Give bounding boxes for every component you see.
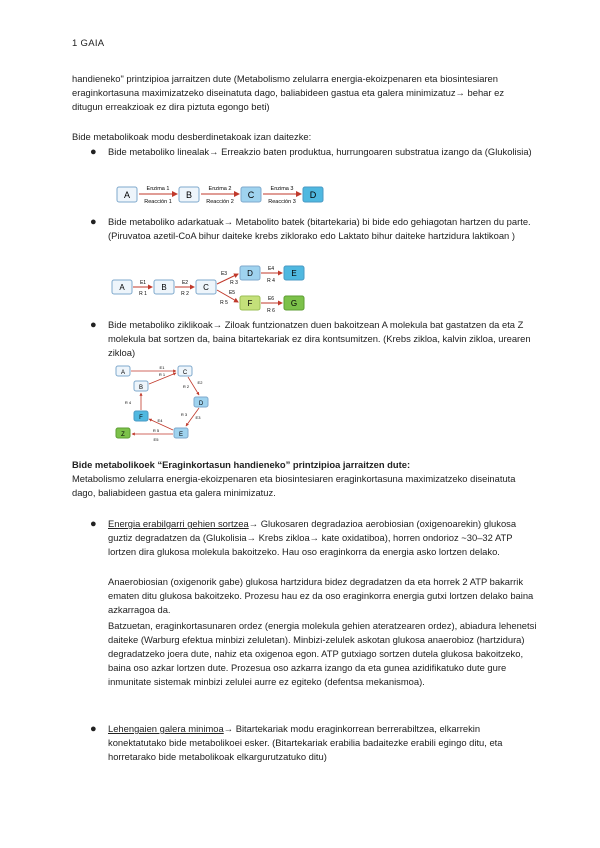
node-b-label: B xyxy=(161,283,167,292)
enzyme-4-label: E4 xyxy=(157,418,163,423)
point-title: Energia erabilgarri gehien sortzea xyxy=(108,518,249,529)
linear-pathway-diagram xyxy=(115,182,330,208)
list-item-text xyxy=(108,517,540,559)
node-c-label: C xyxy=(247,190,255,200)
node-a-label: A xyxy=(119,283,125,292)
list-item-text xyxy=(108,722,540,764)
energy-anaerobic-paragraph xyxy=(90,575,540,617)
enzyme-5-label: E5 xyxy=(228,290,236,296)
reaction-1-label: Reacción 1 xyxy=(144,199,172,205)
page-header: 1 GAIA xyxy=(72,38,105,49)
reaction-6-label: R 6 xyxy=(267,308,275,314)
node-d-label: D xyxy=(198,401,204,407)
enzyme-4-label: E4 xyxy=(267,266,275,272)
principle-heading: Bide metabolikoek “Eraginkortasun handieneko” printzipioa jarraitzen dute: xyxy=(72,459,411,470)
node-c-label: C xyxy=(203,283,209,292)
node-a-label: A xyxy=(120,370,126,376)
point-title: Lehengaien galera minimoa xyxy=(108,723,224,734)
paragraph-text: Anaerobiosian (oxigenorik gabe) glukosa hartzidura bidez degradatzen da eta horrek 2 ATP bakarrik ematen ditu glukosa bakoitzeko. Prozesu hau ez da oso eraginkorra energia gutxi lortzen delako baina azkarragoa da. xyxy=(108,576,534,615)
node-z-label: Z xyxy=(121,432,125,438)
reaction-3-label: R 3 xyxy=(230,280,238,286)
reaction-2-label: Reacción 2 xyxy=(206,199,234,205)
bullet-icon: ● xyxy=(90,723,97,735)
node-e-label: E xyxy=(291,269,297,278)
reaction-1-label: R 1 xyxy=(139,291,147,297)
list-item-energy xyxy=(90,517,540,559)
enzyme-6-label: E6 xyxy=(267,296,275,302)
node-b-label: B xyxy=(138,385,144,391)
node-d-label: D xyxy=(309,190,317,200)
enzyme-1-label: E1 xyxy=(139,280,147,286)
enzyme-3-label: Enzima 3 xyxy=(270,186,294,192)
bullet-icon: ● xyxy=(90,216,97,228)
point-body: → Bitartekariak modu eraginkorrean berrerabiltzea, elkarrekin konektatutako bide metabolikoei esker. (Bitartekariak erabilia badaitezke erabili egingo ditu, eta horretarako bide metabolikoak elkargurutzatuko ditu) xyxy=(108,723,503,762)
list-item-cyclic xyxy=(90,318,540,360)
node-e-label: E xyxy=(178,432,184,438)
bullet-icon: ● xyxy=(90,518,97,530)
reaction-3-label: R 3 xyxy=(180,412,188,417)
energy-warburg-paragraph xyxy=(90,619,540,689)
intro-paragraph: handieneko" printzipioa jarraitzen dute (Metabolismo zelularra energia-ekoizpenaren eta biosintesiaren eraginkortasuna maximizatzeko diseinatuta dago, baliabideen gastua eta galera minimizatuz→ behar ez ditugun erreakzioak ez dira piztuta egongo beti) xyxy=(72,73,505,112)
node-f-label: F xyxy=(247,299,253,308)
node-a-label: A xyxy=(123,190,131,200)
bullet-icon: ● xyxy=(90,319,97,331)
node-b-label: B xyxy=(185,190,193,200)
list-item-text: Bide metaboliko ziklikoak→ Ziloak funtzionatzen duen bakoitzean A molekula bat gastatzen da eta Z molekula bat sortzen da, baina bitartekariak ez dira kontsumitzen. (Krebs zikloa, kalvin zikloa, urearen zikloa) xyxy=(108,319,531,358)
reaction-2-label: R 2 xyxy=(182,384,190,389)
list-item-text: Bide metaboliko linealak→ Erreakzio baten produktua, hurrungoaren substratua izango da (Glukolisia) xyxy=(108,146,532,157)
principle-text: Metabolismo zelularra energia-ekoizpenaren eta biosintesiaren eraginkortasuna maximizatzeko diseinatuta dago, baliabideen gastua eta galera minimizatuz. xyxy=(72,473,516,498)
reaction-4-label: R 4 xyxy=(124,400,132,405)
point-body: → Glukosaren degradazioa aerobiosian (oxigenoarekin) glukosa guztiz degradatzen da (Glukolisia→ Krebs zikloa→ kate oxidatiboa), horren ondorioz ~30–32 ATP lortzen dira glukosa molekula bakoitzeko. Hau oso eraginkorra da energia asko lortzen delako. xyxy=(108,518,517,557)
reaction-5-label: R 5 xyxy=(152,428,160,433)
list-item-text: Bide metaboliko adarkatuak→ Metabolito batek (bitartekaria) bi bide edo gehiagotan hartzen du parte. (Piruvatoa azetil-CoA bihur daiteke krebs ziklorako edo Laktato bihur daiteke hartzidura laktikoan ) xyxy=(108,216,531,241)
node-c-label: C xyxy=(182,370,188,376)
enzyme-3-label: E3 xyxy=(195,415,201,420)
list-item-loss xyxy=(90,722,540,764)
list-item-branched xyxy=(90,215,540,243)
enzyme-1-label: Enzima 1 xyxy=(146,186,170,192)
enzyme-2-label: E2 xyxy=(181,280,189,286)
list-item-linear xyxy=(90,145,540,159)
node-g-label: G xyxy=(290,299,298,308)
reaction-3-label: Reacción 3 xyxy=(268,199,296,205)
enzyme-1-label: E1 xyxy=(159,365,165,370)
branched-pathway-diagram xyxy=(110,264,310,314)
reaction-1-label: R 1 xyxy=(158,372,166,377)
enzyme-2-label: Enzima 2 xyxy=(208,186,232,192)
enzyme-3-label: E3 xyxy=(220,271,228,277)
enzyme-5-label: E5 xyxy=(153,437,159,442)
bullet-icon: ● xyxy=(90,146,97,158)
types-heading: Bide metabolikoak modu desberdinetakoak izan daitezke: xyxy=(72,131,312,142)
reaction-2-label: R 2 xyxy=(181,291,189,297)
node-d-label: D xyxy=(247,269,253,278)
reaction-5-label: R 5 xyxy=(220,300,228,306)
node-f-label: F xyxy=(139,415,143,421)
paragraph-text: Batzuetan, eraginkortasunaren ordez (energia molekula gehien ateratzearen ordez), abiadura lehenetsi daiteke (Warburg efektua minbizi zeluletan). Minbizi-zelulek askotan glukosa anaerobioz (hartzidura) degradatzeko joera dute, nahiz eta oxigenoa egon. ATP gutxiago sortzen dutela glukosa bakoitzeko, baina oso azkar lortzen dute. Prozesua oso azkarra izango da eta gunea azidifikatuko dute gure inmunitate sistemak minbizi zelulei aurre ez egiteko (defentsa mekanismoa). xyxy=(108,620,537,687)
cyclic-pathway-diagram xyxy=(112,364,214,442)
enzyme-2-label: E2 xyxy=(197,380,203,385)
reaction-4-label: R 4 xyxy=(267,278,275,284)
